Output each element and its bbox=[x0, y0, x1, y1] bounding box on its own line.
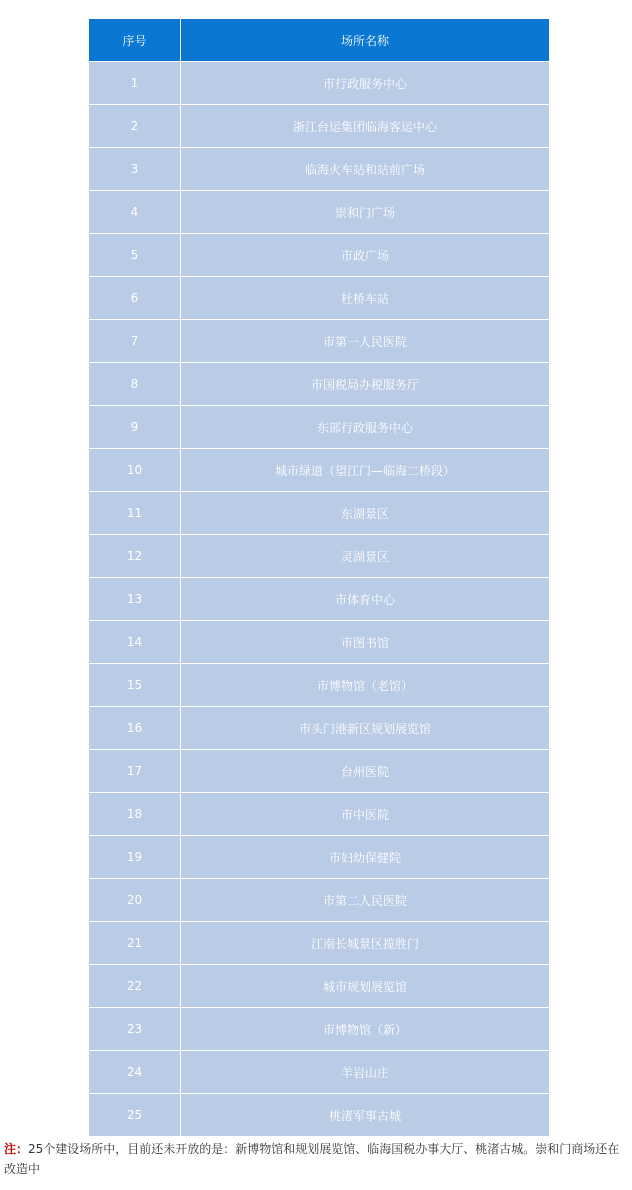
table-row bbox=[89, 1008, 550, 1051]
table-header-row bbox=[89, 19, 550, 62]
row-venue-name: 市头门港新区规划展览馆 bbox=[181, 707, 550, 750]
row-venue-name: 城市绿道（望江门—临海二桥段） bbox=[181, 449, 550, 492]
table-row bbox=[89, 793, 550, 836]
row-index: 8 bbox=[89, 363, 181, 406]
table-row bbox=[89, 922, 550, 965]
row-venue-name: 城市规划展览馆 bbox=[181, 965, 550, 1008]
row-venue-name: 市第一人民医院 bbox=[181, 320, 550, 363]
row-index: 1 bbox=[89, 62, 181, 105]
table-row bbox=[89, 750, 550, 793]
row-index: 4 bbox=[89, 191, 181, 234]
row-venue-name: 市国税局办税服务厅 bbox=[181, 363, 550, 406]
row-index: 7 bbox=[89, 320, 181, 363]
table-row bbox=[89, 320, 550, 363]
table-row bbox=[89, 191, 550, 234]
row-index: 6 bbox=[89, 277, 181, 320]
table-row bbox=[89, 449, 550, 492]
footnote-text: 25个建设场所中，目前还未开放的是：新博物馆和规划展览馆、临海国税办事大厅、桃渚古城。崇和门商场还在改造中 bbox=[4, 1142, 620, 1176]
table-row bbox=[89, 664, 550, 707]
table-row bbox=[89, 492, 550, 535]
table-row bbox=[89, 406, 550, 449]
row-venue-name: 市政广场 bbox=[181, 234, 550, 277]
row-index: 24 bbox=[89, 1051, 181, 1094]
row-index: 13 bbox=[89, 578, 181, 621]
table-row bbox=[89, 621, 550, 664]
row-index: 2 bbox=[89, 105, 181, 148]
row-index: 15 bbox=[89, 664, 181, 707]
table-row bbox=[89, 1051, 550, 1094]
row-index: 11 bbox=[89, 492, 181, 535]
row-venue-name: 灵湖景区 bbox=[181, 535, 550, 578]
table-row bbox=[89, 148, 550, 191]
table-row bbox=[89, 105, 550, 148]
row-venue-name: 台州医院 bbox=[181, 750, 550, 793]
table-row bbox=[89, 836, 550, 879]
row-index: 17 bbox=[89, 750, 181, 793]
row-venue-name: 江南长城景区揽胜门 bbox=[181, 922, 550, 965]
row-venue-name: 东部行政服务中心 bbox=[181, 406, 550, 449]
row-venue-name: 桃渚军事古城 bbox=[181, 1094, 550, 1137]
table-row bbox=[89, 965, 550, 1008]
header-index: 序号 bbox=[89, 19, 181, 62]
table-body bbox=[89, 62, 550, 1137]
table-row bbox=[89, 707, 550, 750]
row-index: 10 bbox=[89, 449, 181, 492]
row-index: 5 bbox=[89, 234, 181, 277]
row-venue-name: 市第二人民医院 bbox=[181, 879, 550, 922]
row-index: 23 bbox=[89, 1008, 181, 1051]
row-index: 14 bbox=[89, 621, 181, 664]
row-index: 9 bbox=[89, 406, 181, 449]
row-venue-name: 杜桥车站 bbox=[181, 277, 550, 320]
row-index: 12 bbox=[89, 535, 181, 578]
header-venue-name: 场所名称 bbox=[181, 19, 550, 62]
row-venue-name: 羊岩山庄 bbox=[181, 1051, 550, 1094]
row-index: 16 bbox=[89, 707, 181, 750]
table-row bbox=[89, 234, 550, 277]
row-venue-name: 市图书馆 bbox=[181, 621, 550, 664]
row-venue-name: 市妇幼保健院 bbox=[181, 836, 550, 879]
row-venue-name: 东湖景区 bbox=[181, 492, 550, 535]
table-row bbox=[89, 535, 550, 578]
row-index: 19 bbox=[89, 836, 181, 879]
table-row bbox=[89, 578, 550, 621]
row-index: 25 bbox=[89, 1094, 181, 1137]
table-row bbox=[89, 879, 550, 922]
row-index: 22 bbox=[89, 965, 181, 1008]
table-container bbox=[88, 18, 549, 1137]
table-row bbox=[89, 62, 550, 105]
row-venue-name: 临海火车站和站前广场 bbox=[181, 148, 550, 191]
table-row bbox=[89, 1094, 550, 1137]
row-venue-name: 市博物馆（老馆） bbox=[181, 664, 550, 707]
venue-table bbox=[88, 18, 550, 1137]
footnote-label: 注： bbox=[4, 1142, 29, 1156]
table-row bbox=[89, 363, 550, 406]
row-venue-name: 市中医院 bbox=[181, 793, 550, 836]
table-row bbox=[89, 277, 550, 320]
row-index: 18 bbox=[89, 793, 181, 836]
row-venue-name: 市行政服务中心 bbox=[181, 62, 550, 105]
row-venue-name: 崇和门广场 bbox=[181, 191, 550, 234]
row-venue-name: 市博物馆（新） bbox=[181, 1008, 550, 1051]
row-venue-name: 市体育中心 bbox=[181, 578, 550, 621]
footnote bbox=[4, 1139, 630, 1179]
row-index: 21 bbox=[89, 922, 181, 965]
row-index: 3 bbox=[89, 148, 181, 191]
row-index: 20 bbox=[89, 879, 181, 922]
row-venue-name: 浙江台运集团临海客运中心 bbox=[181, 105, 550, 148]
